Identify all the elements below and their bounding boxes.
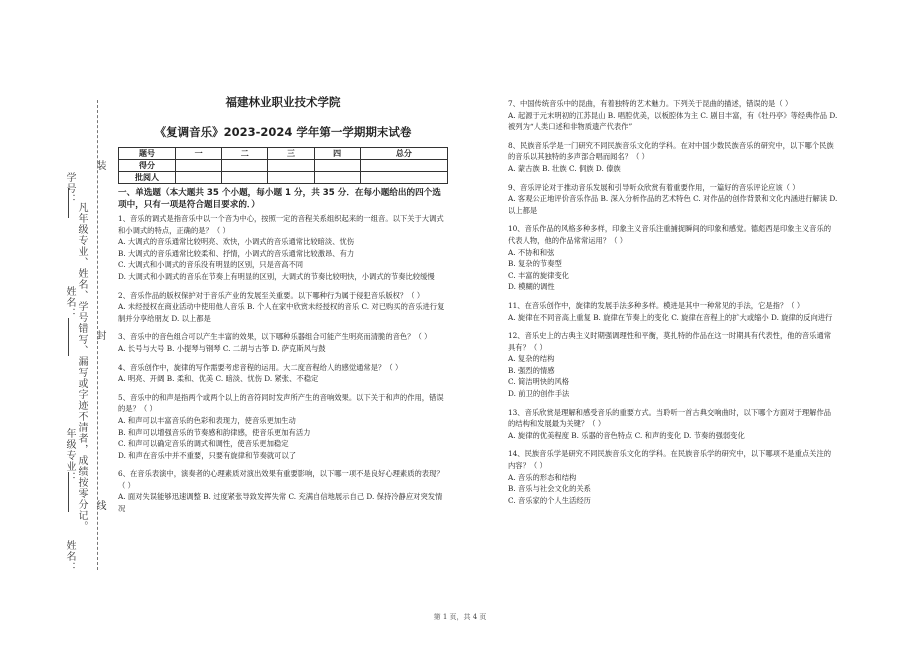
name-label: 姓名：: [64, 286, 75, 319]
question-12: [508, 330, 838, 400]
score-cell[interactable]: [314, 172, 360, 184]
question-1: [118, 213, 448, 283]
question-option: A. 长号与大号 B. 小提琴与钢琴 C. 二胡与古筝 D. 萨克斯风与鼓: [118, 343, 326, 353]
grade-major-blank: [68, 472, 69, 512]
question-option: A. 起源于元末明初的江苏昆山 B. 唱腔优美，以板腔体为主 C. 剧目丰富，有《牡丹亭》等经典作品 D. 被列为“人类口述和非物质遗产代表作”: [508, 110, 838, 132]
question-6: [118, 468, 448, 514]
score-table-header: 三: [268, 148, 314, 160]
question-option: D. 前卫的创作手法: [508, 389, 570, 399]
question-option: A. 和声可以丰富音乐的色彩和表现力，使音乐更加生动: [118, 415, 296, 425]
question-stem: 9、音乐评论对于推动音乐发展和引导听众欣赏有着重要作用，一篇好的音乐评论应该（ ）: [508, 182, 800, 192]
question-11: [508, 300, 838, 323]
score-table-row: [119, 160, 448, 172]
question-7: [508, 98, 838, 133]
binding-dashed-line: [97, 100, 98, 570]
question-option: A. 蒙古族 B. 壮族 C. 侗族 D. 傣族: [508, 163, 621, 173]
name-label-2: 姓名：: [64, 540, 75, 573]
score-cell[interactable]: [176, 172, 222, 184]
score-table-row: [119, 172, 448, 184]
question-stem: 12、音乐史上的古典主义时期强调理性和平衡，莫扎特的作品在这一时期具有代表性，他的音乐通常具有？（ ）: [508, 331, 832, 352]
score-cell[interactable]: [222, 172, 268, 184]
question-8: [508, 140, 838, 175]
score-cell[interactable]: [222, 160, 268, 172]
score-table-header-row: [119, 148, 448, 160]
question-option: A. 客观公正地评价音乐作品 B. 深入分析作品的艺术特色 C. 对作品的创作背景和文化内涵进行解读 D. 以上都是: [508, 194, 838, 215]
question-4: [118, 362, 448, 385]
filling-warning: 凡年级专业、姓名、学号错写、漏写或字迹不清者，成绩按零分记。: [76, 202, 87, 532]
score-cell[interactable]: [268, 160, 314, 172]
question-stem: 1、音乐的调式是指音乐中以一个音为中心，按照一定的音程关系组织起来的一组音。以下关于大调式和小调式的特点，正确的是？（ ）: [118, 214, 444, 235]
question-stem: 7、中国传统音乐中的昆曲，有着独特的艺术魅力。下列关于昆曲的描述，错误的是（ ）: [508, 99, 793, 108]
question-option: B. 和声可以增强音乐的节奏感和韵律感，使音乐更加有活力: [118, 427, 311, 437]
score-cell[interactable]: [268, 172, 314, 184]
question-stem: 11、在音乐创作中，旋律的发展手法多种多样。模进是其中一种常见的手法，它是指？（ ）: [508, 300, 805, 310]
question-option: A. 复杂的结构: [508, 354, 555, 364]
score-table: [118, 147, 448, 184]
question-option: B. 强烈的情感: [508, 365, 555, 375]
question-stem: 14、民族音乐学是研究不同民族音乐文化的学科。在民族音乐学的研究中，以下哪项不是重点关注的内容？（ ）: [508, 449, 832, 471]
question-option: D. 模糊的调性: [508, 282, 555, 292]
question-5: [118, 392, 448, 462]
score-row-label: 得分: [119, 160, 176, 172]
question-2: [118, 290, 448, 325]
seal-mark-feng: 封: [94, 330, 105, 341]
seal-mark-xian: 线: [94, 500, 105, 511]
score-cell[interactable]: [314, 160, 360, 172]
question-option: C. 简洁明快的风格: [508, 377, 570, 387]
question-option: C. 音乐家的个人生活经历: [508, 495, 591, 505]
question-option: A. 未经授权在商业活动中使用他人音乐 B. 个人在家中欣赏未经授权的音乐 C. 对已购买的音乐进行复制并分享给朋友 D. 以上都是: [118, 302, 445, 323]
question-10: [508, 223, 838, 293]
score-table-header: 四: [314, 148, 360, 160]
name-blank: [68, 318, 69, 356]
seal-mark-zhuang: 装: [94, 160, 105, 171]
binding-margin: [0, 0, 108, 651]
question-option: B. 复杂的节奏型: [508, 259, 562, 269]
question-option: C. 大调式和小调式的音乐没有明显的区别，只是音高不同: [118, 260, 304, 270]
question-14: [508, 448, 838, 506]
score-row-label: 批阅人: [119, 172, 176, 184]
question-option: C. 丰富的旋律变化: [508, 270, 570, 280]
question-option: A. 面对失误能够迅速调整 B. 过度紧张导致发挥失常 C. 充满自信地展示自己 D. 保持冷静应对突发情况: [118, 492, 443, 514]
score-table-header: 一: [176, 148, 222, 160]
question-option: B. 音乐与社会文化的关系: [508, 484, 591, 494]
section-heading: 一、单选题（本大题共 35 个小题，每小题 1 分，共 35 分．在每小题给出的四个选项中，只有一项是符合题目要求的．）: [118, 188, 441, 210]
question-option: A. 明亮、开阔 B. 柔和、优美 C. 暗淡、忧伤 D. 紧张、不稳定: [118, 374, 319, 384]
question-option: D. 和声在音乐中并不重要，只要有旋律和节奏就可以了: [118, 450, 297, 460]
question-13: [508, 407, 838, 442]
question-stem: 3、音乐中的音色组合可以产生丰富的效果，以下哪种乐器组合可能产生明亮而清脆的音色？（ ）: [118, 332, 432, 342]
page-number: 第 1 页，共 4 页: [433, 613, 487, 621]
question-option: A. 旋律在不同音高上重复 B. 旋律在节奏上的变化 C. 旋律在音程上的扩大或缩小 D. 旋律的反向进行: [508, 312, 833, 322]
right-column: [508, 98, 838, 506]
question-option: A. 旋律的优美程度 B. 乐器的音色特点 C. 和声的变化 D. 节奏的强弱变化: [508, 430, 745, 440]
question-stem: 6、在音乐表演中，演奏者的心理素质对演出效果有重要影响，以下哪一项不是良好心理素质的表现？（ ）: [118, 469, 444, 490]
grade-major-label: 年级专业：: [64, 428, 75, 483]
question-option: A. 音乐的形态和结构: [508, 472, 577, 482]
score-cell[interactable]: [360, 160, 447, 172]
question-option: D. 大调式和小调式的音乐在节奏上有明显的区别，大调式的节奏比较明快，小调式的节奏比较缓慢: [118, 271, 435, 281]
school-name: 福建林业职业技术学院: [225, 95, 341, 109]
question-stem: 10、音乐作品的风格多种多样，印象主义音乐注重捕捉瞬间的印象和感觉。德彪西是印象主义音乐的代表人物，他的作品常常运用？（ ）: [508, 224, 832, 245]
question-9: [508, 182, 838, 217]
score-cell[interactable]: [360, 172, 447, 184]
question-option: C. 和声可以确定音乐的调式和调性，使音乐更加稳定: [118, 439, 289, 449]
question-stem: 4、音乐创作中，旋律的写作需要考虑音程的运用。大二度音程给人的感觉通常是？（ ）: [118, 362, 403, 372]
score-table-header: 题号: [119, 148, 176, 160]
score-table-header: 总分: [360, 148, 447, 160]
question-option: B. 大调式的音乐通常比较柔和、抒情，小调式的音乐通常比较激昂、有力: [118, 248, 355, 258]
question-stem: 5、音乐中的和声是指两个或两个以上的音符同时发声所产生的音响效果。以下关于和声的作用，错误的是？（ ）: [118, 392, 444, 414]
question-stem: 8、民族音乐学是一门研究不同民族音乐文化的学科。在对中国少数民族音乐的研究中，以下哪个民族的音乐以其独特的多声部合唱而闻名？（ ）: [508, 140, 834, 162]
exam-title: 《复调音乐》2023-2024 学年第一学期期末试卷: [154, 125, 412, 139]
question-3: [118, 331, 448, 354]
score-cell[interactable]: [176, 160, 222, 172]
question-option: A. 不协和和弦: [508, 247, 555, 257]
student-id-blank: [68, 188, 69, 218]
student-id-label: 学号：: [64, 172, 75, 205]
question-stem: 13、音乐欣赏是理解和感受音乐的重要方式。当聆听一首古典交响曲时，以下哪个方面对于理解作品的结构和发展最为关键？（ ）: [508, 407, 832, 429]
question-option: A. 大调式的音乐通常比较明亮、欢快，小调式的音乐通常比较暗淡、忧伤: [118, 237, 355, 247]
left-column: [118, 92, 448, 515]
question-stem: 2、音乐作品的版权保护对于音乐产业的发展至关重要。以下哪种行为属于侵犯音乐版权？（ ）: [118, 290, 425, 300]
score-table-header: 二: [222, 148, 268, 160]
